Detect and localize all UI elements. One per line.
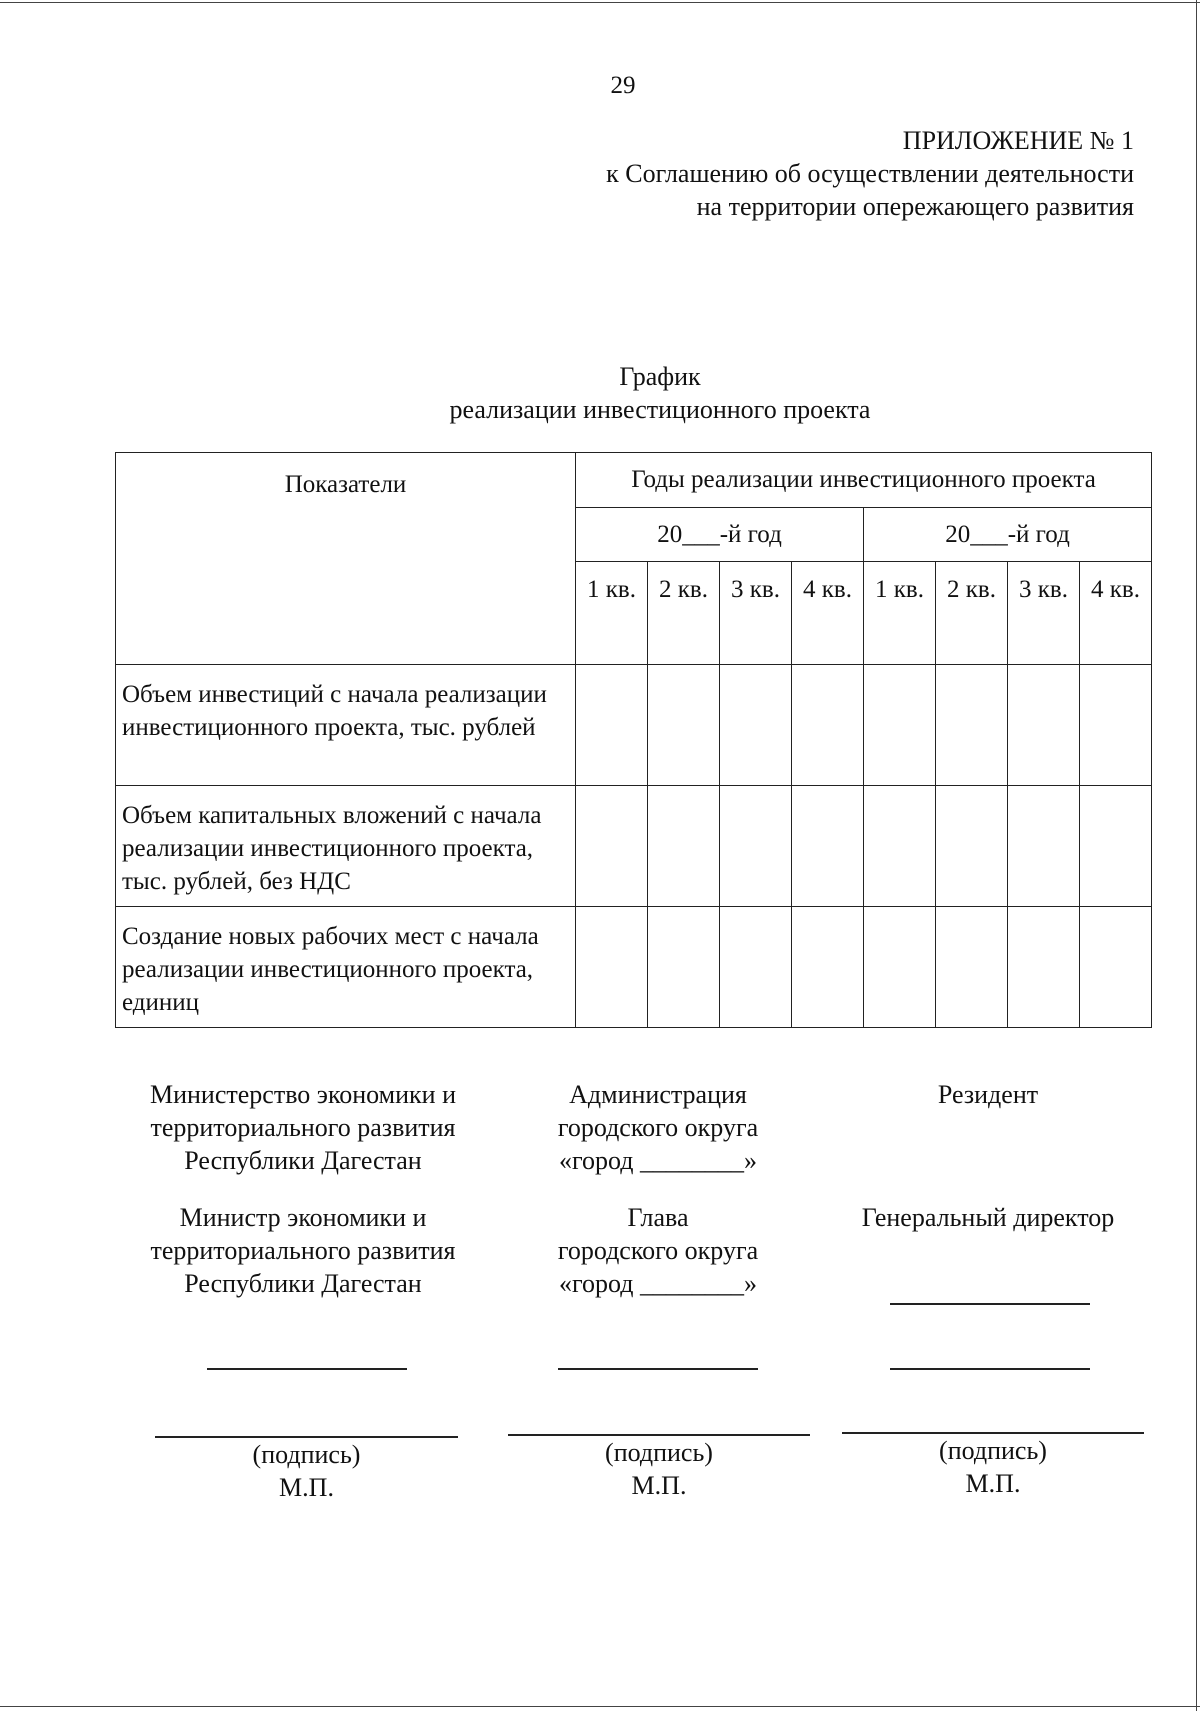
schedule-table	[115, 452, 1152, 1028]
table-cell	[576, 665, 648, 786]
resident-signer-title: Генеральный директор	[861, 1203, 1115, 1232]
schedule-title	[0, 360, 1200, 426]
appendix-subtitle-line1: к Соглашению об осуществлении деятельности	[606, 159, 1134, 188]
table-cell	[792, 786, 864, 907]
row-label-capital-investments: Объем капитальных вложений с начала реализации инвестиционного проекта, тыс. рублей, без НДС	[116, 786, 576, 907]
table-row	[116, 665, 1152, 786]
quarter-header: 2 кв.	[648, 562, 720, 665]
table-cell	[720, 786, 792, 907]
page-number: 29	[610, 72, 636, 99]
signature-block-ministry	[118, 1078, 488, 1300]
administration-org: Администрация городского округа «город ________»	[557, 1080, 759, 1175]
table-cell	[1008, 907, 1080, 1028]
administration-stamp-label: М.П.	[631, 1471, 687, 1500]
signature-block-administration	[518, 1078, 798, 1300]
ministry-signature-caption	[155, 1438, 458, 1504]
administration-signer-title: Глава городского округа «город ________»	[557, 1203, 759, 1298]
table-row	[116, 907, 1152, 1028]
appendix-title: ПРИЛОЖЕНИЕ № 1	[902, 126, 1134, 155]
table-cell	[648, 907, 720, 1028]
table-cell	[720, 907, 792, 1028]
quarter-header: 3 кв.	[720, 562, 792, 665]
table-cell	[1008, 665, 1080, 786]
row-label-investments: Объем инвестиций с начала реализации инвестиционного проекта, тыс. рублей	[116, 665, 576, 786]
years-header: Годы реализации инвестиционного проекта	[576, 453, 1152, 508]
table-cell	[1008, 786, 1080, 907]
schedule-title-line1: График	[619, 362, 701, 391]
table-cell	[792, 907, 864, 1028]
indicators-header: Показатели	[116, 453, 576, 665]
ministry-org: Министерство экономики и территориального развития Республики Дагестан	[149, 1080, 457, 1175]
resident-signature-caption	[842, 1434, 1144, 1500]
quarter-header: 2 кв.	[936, 562, 1008, 665]
administration-signature-line	[558, 1368, 758, 1370]
table-cell	[576, 907, 648, 1028]
table-cell	[936, 786, 1008, 907]
row-label-new-jobs: Создание новых рабочих мест с начала реализации инвестиционного проекта, единиц	[116, 907, 576, 1028]
quarter-header: 4 кв.	[1080, 562, 1152, 665]
ministry-stamp-label: М.П.	[279, 1473, 334, 1502]
table-cell	[648, 665, 720, 786]
scan-edge-bottom	[0, 1706, 1200, 1707]
resident-signature-line-lower	[890, 1368, 1090, 1370]
table-cell	[1080, 786, 1152, 907]
administration-signature-label: (подпись)	[605, 1438, 713, 1467]
table-cell	[1080, 665, 1152, 786]
quarter-header: 3 кв.	[1008, 562, 1080, 665]
table-row	[116, 786, 1152, 907]
ministry-signature-line	[207, 1368, 407, 1370]
ministry-signature-label: (подпись)	[252, 1440, 361, 1469]
resident-org: Резидент	[937, 1080, 1039, 1109]
year-1-header: 20___-й год	[576, 508, 864, 562]
scan-edge-right	[1196, 0, 1197, 1711]
table-cell	[792, 665, 864, 786]
administration-signature-caption	[508, 1436, 810, 1502]
schedule-title-line2: реализации инвестиционного проекта	[449, 395, 871, 424]
resident-stamp-label: М.П.	[965, 1469, 1021, 1498]
appendix-subtitle-line2: на территории опережающего развития	[696, 192, 1134, 221]
table-cell	[864, 665, 936, 786]
table-cell	[936, 665, 1008, 786]
table-cell	[576, 786, 648, 907]
ministry-signer-title: Министр экономики и территориального развития Республики Дагестан	[150, 1203, 456, 1298]
table-cell	[864, 786, 936, 907]
table-cell	[864, 907, 936, 1028]
scan-edge-top	[0, 2, 1200, 3]
quarter-header: 4 кв.	[792, 562, 864, 665]
table-cell	[1080, 907, 1152, 1028]
quarter-header: 1 кв.	[576, 562, 648, 665]
table-cell	[936, 907, 1008, 1028]
signature-block-resident	[838, 1078, 1138, 1234]
year-2-header: 20___-й год	[864, 508, 1152, 562]
resident-signature-line-upper	[890, 1303, 1090, 1305]
quarter-header: 1 кв.	[864, 562, 936, 665]
table-cell	[720, 665, 792, 786]
resident-signature-label: (подпись)	[939, 1436, 1047, 1465]
appendix-header	[606, 124, 1134, 223]
table-cell	[648, 786, 720, 907]
